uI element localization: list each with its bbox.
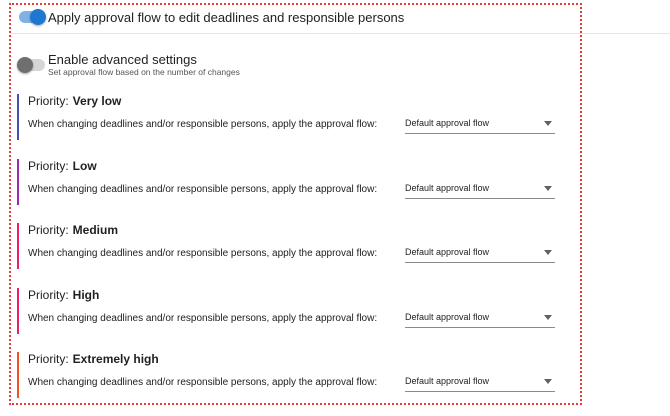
- priority-title: [28, 352, 159, 366]
- priority-title: [28, 159, 97, 173]
- approval-flow-toggle[interactable]: [19, 11, 45, 23]
- priority-color-bar: [17, 94, 19, 140]
- priority-prefix: Priority:: [28, 94, 69, 108]
- priority-level: Very low: [72, 94, 122, 108]
- priority-color-bar: [17, 352, 19, 398]
- advanced-settings-sublabel: Set approval flow based on the number of changes: [48, 67, 240, 77]
- approval-flow-value: Default approval flow: [405, 376, 490, 386]
- approval-flow-value: Default approval flow: [405, 312, 490, 322]
- priority-description: When changing deadlines and/or responsible persons, apply the approval flow:: [28, 377, 378, 388]
- dropdown-arrow-icon: [544, 186, 552, 191]
- priority-row-low: [17, 159, 562, 205]
- priority-description: When changing deadlines and/or responsible persons, apply the approval flow:: [28, 313, 378, 324]
- section-divider: [11, 33, 670, 34]
- approval-flow-select[interactable]: [405, 113, 555, 134]
- priority-color-bar: [17, 288, 19, 334]
- priority-color-bar: [17, 223, 19, 269]
- approval-flow-label: Apply approval flow to edit deadlines and responsible persons: [48, 10, 405, 25]
- priority-row-high: [17, 288, 562, 334]
- priority-level: Medium: [72, 223, 119, 237]
- dropdown-arrow-icon: [544, 315, 552, 320]
- dropdown-arrow-icon: [544, 121, 552, 126]
- priority-description: When changing deadlines and/or responsible persons, apply the approval flow:: [28, 119, 378, 130]
- priority-prefix: Priority:: [28, 223, 69, 237]
- priority-prefix: Priority:: [28, 159, 69, 173]
- priority-level: Low: [72, 159, 97, 173]
- dropdown-arrow-icon: [544, 250, 552, 255]
- priority-title: [28, 94, 121, 108]
- priority-prefix: Priority:: [28, 352, 69, 366]
- priority-level: Extremely high: [72, 352, 159, 366]
- priority-prefix: Priority:: [28, 288, 69, 302]
- priority-description: When changing deadlines and/or responsible persons, apply the approval flow:: [28, 184, 378, 195]
- priority-row-extremely-high: [17, 352, 562, 398]
- priority-title: [28, 288, 99, 302]
- approval-flow-value: Default approval flow: [405, 183, 490, 193]
- approval-flow-select[interactable]: [405, 242, 555, 263]
- priority-color-bar: [17, 159, 19, 205]
- priority-title: [28, 223, 118, 237]
- priority-row-medium: [17, 223, 562, 269]
- approval-flow-select[interactable]: [405, 307, 555, 328]
- priority-description: When changing deadlines and/or responsible persons, apply the approval flow:: [28, 248, 378, 259]
- toggle-knob: [30, 9, 46, 25]
- approval-flow-value: Default approval flow: [405, 118, 490, 128]
- priority-level: High: [72, 288, 100, 302]
- advanced-settings-label: Enable advanced settings: [48, 52, 197, 67]
- approval-flow-select[interactable]: [405, 178, 555, 199]
- priority-row-very-low: [17, 94, 562, 140]
- approval-flow-select[interactable]: [405, 371, 555, 392]
- advanced-settings-toggle[interactable]: [19, 59, 45, 71]
- dropdown-arrow-icon: [544, 379, 552, 384]
- approval-flow-value: Default approval flow: [405, 247, 490, 257]
- toggle-knob: [17, 57, 33, 73]
